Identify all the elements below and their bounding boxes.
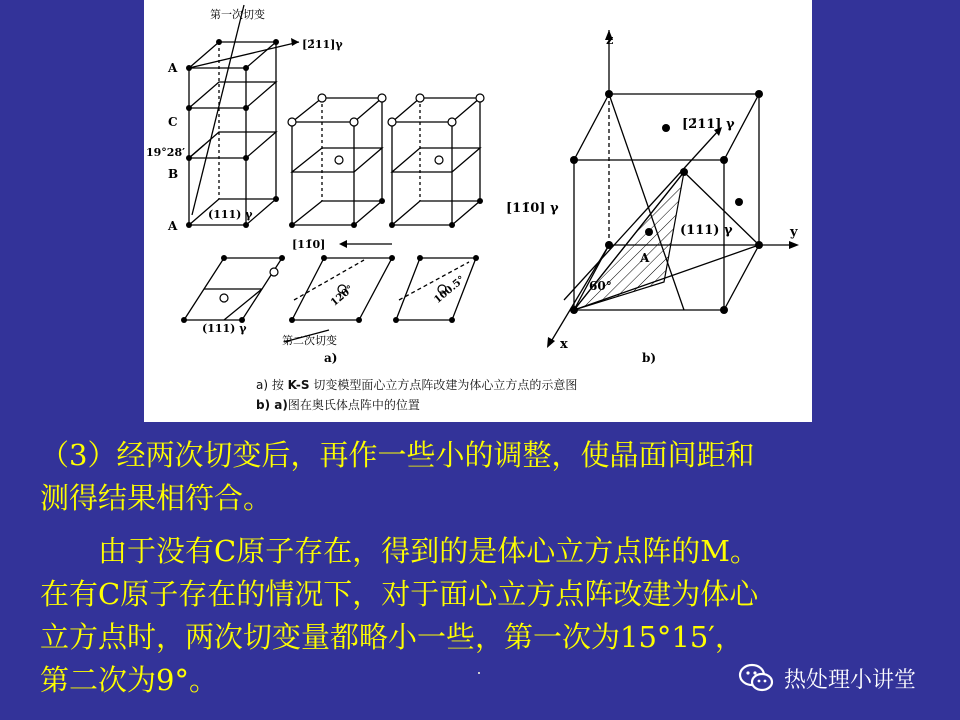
dir-110-label-a: [11̄0] xyxy=(292,238,326,251)
paragraph-2-line-4: 第二次为9°。 xyxy=(40,663,218,697)
label-C: C xyxy=(168,115,178,129)
paragraph-1-line-1: （3）经两次切变后，再作一些小的调整，使晶面间距和 xyxy=(40,438,755,472)
watermark-label: 热处理小讲堂 xyxy=(784,667,917,693)
stray-dot xyxy=(478,672,480,674)
label-B: B xyxy=(168,167,179,181)
axis-x-label: x xyxy=(560,337,568,352)
plane-111-label-a: (111) γ xyxy=(208,208,253,221)
panel-b-label: b) xyxy=(642,351,657,365)
label-A-bottom: A xyxy=(168,219,178,233)
label-A-top: A xyxy=(168,61,178,75)
angle-1005-label: 100.5° xyxy=(432,274,468,306)
dir-211-label-a: [2̄11]γ xyxy=(302,38,343,51)
paragraph-2-line-2: 在有C原子存在的情况下，对于面心立方点阵改建为体心 xyxy=(40,577,759,611)
plane-111-label-b: (111) γ xyxy=(680,223,733,238)
angle-60-label: 60° xyxy=(589,279,612,293)
point-A-label-b: A xyxy=(640,251,650,265)
watermark xyxy=(738,658,916,698)
wechat-icon xyxy=(738,663,774,693)
angle-120-label: 120° xyxy=(329,283,356,309)
dir-211-label-b: [2̄11] γ xyxy=(682,117,735,132)
caption-line-1: a) 按 K-S 切变模型面心立方点阵改建为体心立方点的示意图 xyxy=(256,378,578,392)
paragraph-2-line-1: 由于没有C原子存在，得到的是体心立方点阵的M。 xyxy=(40,534,759,568)
dir-110-label-b: [11̄0] γ xyxy=(506,201,559,216)
axis-z-label: z xyxy=(606,33,614,48)
second-shear-label: 第二次切变 xyxy=(282,334,337,347)
angle-label: 19°28′ xyxy=(146,146,186,159)
figure-panel xyxy=(144,0,812,422)
crystal-diagram xyxy=(144,0,812,422)
axis-y-label: y xyxy=(790,225,798,240)
paragraph-2-line-3: 立方点时，两次切变量都略小一些，第一次为15°15′， xyxy=(40,620,744,654)
paragraph-1-line-2: 测得结果相符合。 xyxy=(40,481,273,515)
plane-111-low-label: (111) γ xyxy=(202,322,247,335)
first-shear-label: 第一次切变 xyxy=(210,8,265,21)
caption-line-2: b) a)图在奥氏体点阵中的位置 xyxy=(256,398,420,412)
panel-a-label: a) xyxy=(324,351,338,365)
